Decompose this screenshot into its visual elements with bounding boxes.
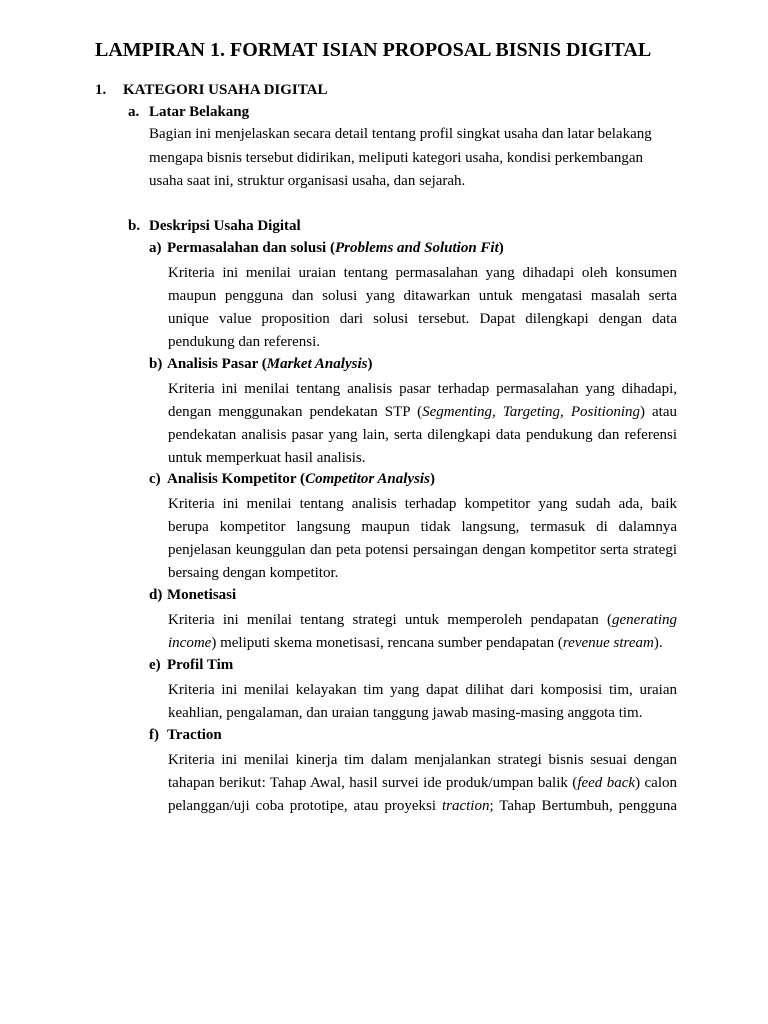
italic-text-run: traction <box>441 798 490 814</box>
paragraph-line: Bagian ini menjelaskan secara detail tentang profil singkat usaha dan latar belakang <box>149 126 652 142</box>
italic-text-run: generating <box>612 612 677 628</box>
subsection-deskripsi-heading <box>128 215 301 238</box>
criterion-heading <box>149 654 679 677</box>
paragraph-line: untuk memperkuat hasil analisis. <box>168 450 366 466</box>
criterion-marker: b) <box>149 356 163 372</box>
subsection-marker: b. <box>128 218 141 234</box>
paragraph-line: berupa kompetitor langsung maupun tidak langsung, termasuk di dalamnya <box>168 519 677 535</box>
criterion-heading <box>149 584 679 607</box>
criterion-heading <box>149 724 679 747</box>
paragraph-line: maupun pengguna dan solusi yang ditawarkan untuk mengatasi masalah serta <box>168 288 677 304</box>
italic-text-run: feed back <box>577 775 636 791</box>
text-run: tahapan berikut: Tahap Awal, hasil survei ide produk/umpan balik ( <box>168 775 578 791</box>
page-title: LAMPIRAN 1. FORMAT ISIAN PROPOSAL BISNIS DIGITAL <box>95 39 652 61</box>
paragraph-line <box>168 795 677 818</box>
paragraph-line: Kriteria ini menilai uraian tentang permasalahan yang dihadapi oleh konsumen <box>168 265 677 281</box>
text-run: ) calon <box>635 775 677 791</box>
criterion-paragraph <box>168 749 677 818</box>
italic-text-run: income <box>168 635 212 651</box>
criterion-marker: a) <box>149 240 162 256</box>
criterion-monetisasi <box>149 584 679 655</box>
criterion-heading <box>149 468 679 491</box>
paragraph-line: unique value proposition dari solusi tersebut. Dapat dilengkapi dengan data <box>168 311 677 327</box>
italic-text-run: revenue stream <box>562 635 654 651</box>
text-run: ) meliputi skema monetisasi, rencana sumber pendapatan ( <box>211 635 563 651</box>
criterion-traction <box>149 724 679 818</box>
paragraph-line <box>168 401 677 424</box>
text-run: pelanggan/uji coba prototipe, atau proyeksi <box>168 798 442 814</box>
criterion-profil-tim <box>149 654 679 725</box>
criterion-heading <box>149 237 679 260</box>
criterion-marker: f) <box>149 727 159 743</box>
paragraph-line: Kriteria ini menilai kinerja tim dalam menjalankan strategi bisnis sesuai dengan <box>168 752 677 768</box>
criterion-paragraph <box>168 378 677 470</box>
criterion-heading-text: Profil Tim <box>167 657 234 673</box>
criterion-permasalahan-solusi <box>149 237 679 354</box>
subsection-latar-belakang-heading <box>128 101 249 124</box>
paragraph-line <box>168 632 677 655</box>
text-run: ; Tahap Bertumbuh, pengguna <box>489 798 677 814</box>
section-number: 1. <box>95 82 107 98</box>
paragraph-line: Kriteria ini menilai tentang analisis pasar terhadap permasalahan yang dihadapi, <box>168 381 677 397</box>
criterion-marker: d) <box>149 587 163 603</box>
italic-text-run: Segmenting, Targeting, Positioning <box>422 404 640 420</box>
criterion-heading-text: Analisis Kompetitor ( <box>167 471 306 487</box>
criterion-heading-text: Traction <box>167 727 222 743</box>
section-heading-row <box>95 79 328 102</box>
criterion-marker: e) <box>149 657 161 673</box>
criterion-heading-text: Monetisasi <box>167 587 237 603</box>
criterion-heading-text: ) <box>367 356 373 372</box>
criterion-heading <box>149 353 679 376</box>
criterion-analisis-pasar <box>149 353 679 470</box>
paragraph-line: bersaing dengan kompetitor. <box>168 565 339 581</box>
paragraph-line <box>168 772 677 795</box>
subsection-heading: Deskripsi Usaha Digital <box>149 218 301 234</box>
criterion-paragraph <box>168 493 677 585</box>
criterion-heading-english: Problems and Solution Fit <box>334 240 499 256</box>
paragraph-line: Kriteria ini menilai kelayakan tim yang dapat dilihat dari komposisi tim, uraian <box>168 682 677 698</box>
criterion-heading-text: Permasalahan dan solusi ( <box>167 240 335 256</box>
criterion-paragraph <box>168 609 677 655</box>
paragraph-line: mengapa bisnis tersebut didirikan, meliputi kategori usaha, kondisi perkembangan <box>149 149 644 166</box>
criterion-heading-text: Analisis Pasar ( <box>167 356 267 372</box>
criterion-heading-text: ) <box>429 471 435 487</box>
text-run: ) atau <box>640 404 677 420</box>
text-run: Kriteria ini menilai tentang strategi untuk memperoleh pendapatan ( <box>168 612 612 628</box>
paragraph-line: penjelasan keunggulan dan peta potensi persaingan dengan kompetitor serta strategi <box>168 542 677 558</box>
subsection-heading: Latar Belakang <box>149 104 250 120</box>
section-heading: KATEGORI USAHA DIGITAL <box>123 82 328 98</box>
criterion-paragraph <box>168 679 677 725</box>
criterion-heading-english: Market Analysis <box>266 356 368 372</box>
paragraph-line: keahlian, pengalaman, dan uraian tanggung jawab masing-masing anggota tim. <box>168 705 643 721</box>
latar-belakang-paragraph <box>149 123 652 194</box>
paragraph-line: Kriteria ini menilai tentang analisis terhadap kompetitor yang sudah ada, baik <box>168 496 677 512</box>
subsection-marker: a. <box>128 104 140 120</box>
paragraph-line: usaha saat ini, struktur organisasi usaha, dan sejarah. <box>149 173 466 189</box>
criterion-paragraph <box>168 262 677 354</box>
text-run: dengan menggunakan pendekatan STP ( <box>168 404 423 420</box>
text-run: ). <box>653 635 663 651</box>
criterion-heading-text: ) <box>498 240 504 256</box>
criterion-heading-english: Competitor Analysis <box>305 471 430 487</box>
criterion-marker: c) <box>149 471 161 487</box>
paragraph-line <box>168 609 677 632</box>
criterion-analisis-kompetitor <box>149 468 679 585</box>
paragraph-line: pendukung dan referensi. <box>168 334 321 350</box>
paragraph-line: pendekatan analisis pasar yang lain, serta dilengkapi data pendukung dan referensi <box>168 427 677 443</box>
